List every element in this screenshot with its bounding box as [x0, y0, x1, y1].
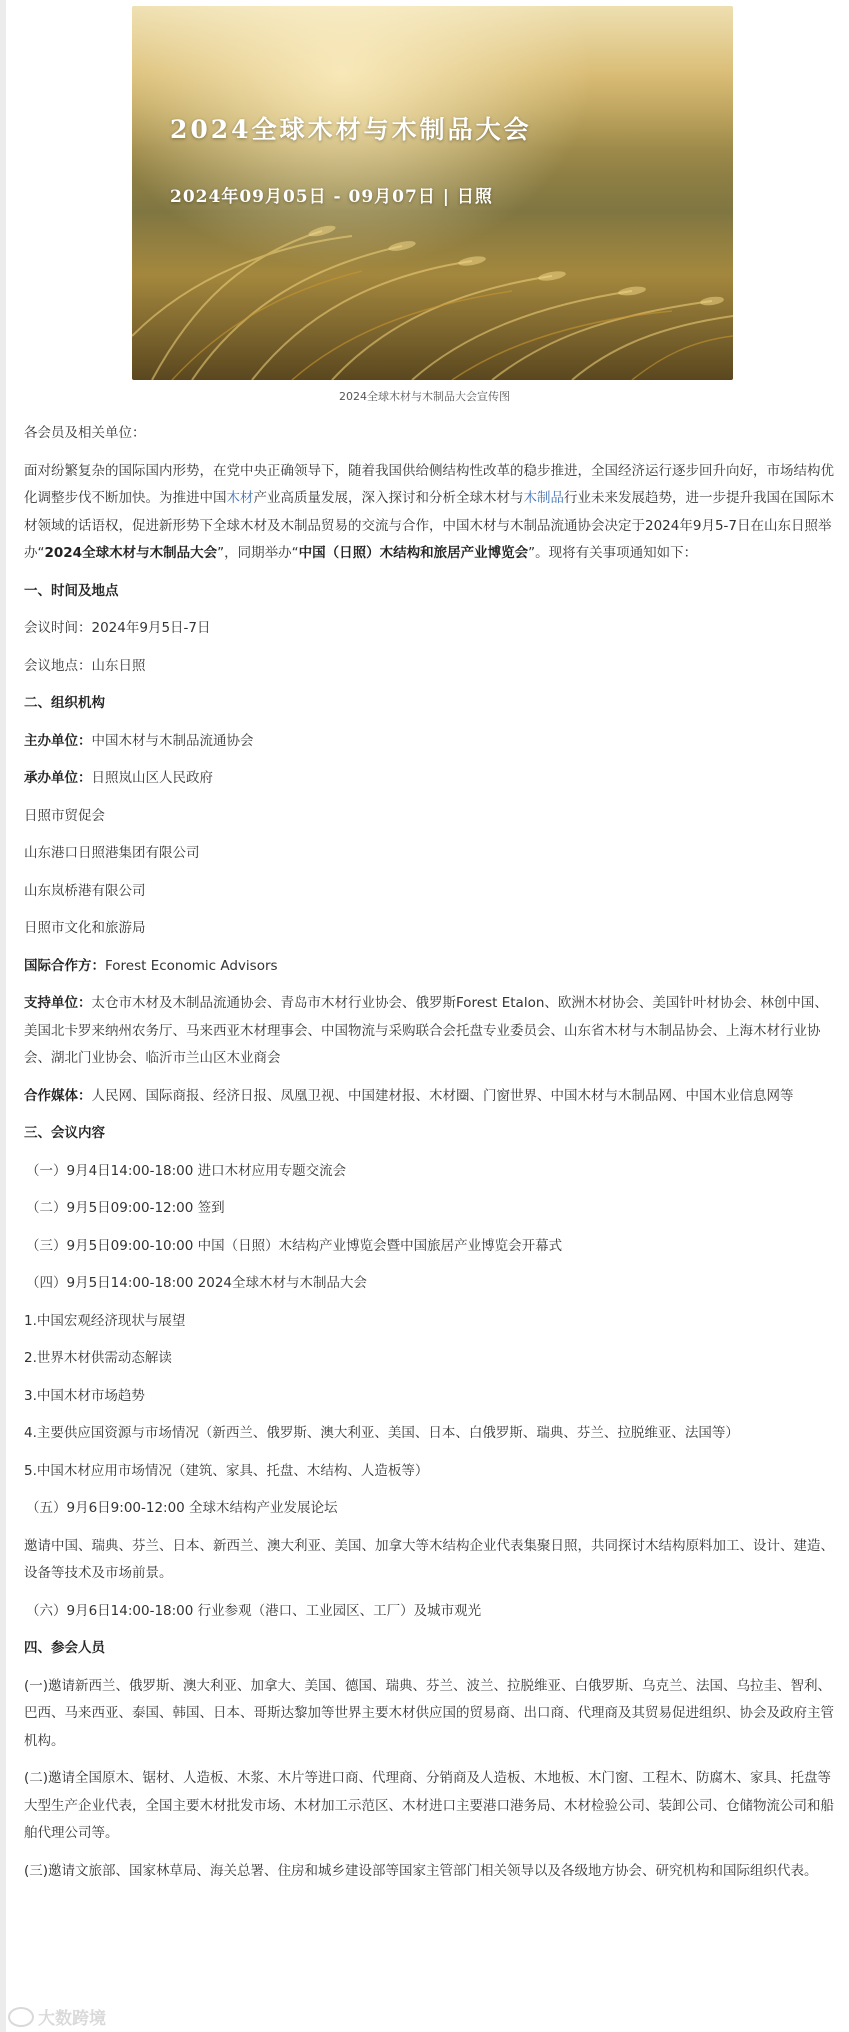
intro-text: ”，同期举办“ [217, 545, 299, 561]
organizer-label: 承办单位： [24, 770, 92, 786]
agenda-item: （一）9月4日14:00-18:00 进口木材应用专题交流会 [26, 1162, 347, 1179]
conference-banner-image [132, 6, 733, 380]
link-wood-products[interactable]: 木制品 [523, 490, 564, 506]
organizer-extra: 山东岚桥港有限公司 [24, 882, 146, 899]
intro-paragraph [24, 458, 836, 568]
agenda-topic: 5.中国木材应用市场情况（建筑、家具、托盘、木结构、人造板等） [24, 1462, 429, 1479]
organizer-extra: 日照市贸促会 [24, 807, 105, 824]
support-label: 支持单位： [24, 995, 92, 1011]
section-heading-attendees: 四、参会人员 [24, 1640, 105, 1656]
agenda-topic: 2.世界木材供需动态解读 [24, 1350, 172, 1366]
attendees-paragraph: (二)邀请全国原木、锯材、人造板、木浆、木片等进口商、代理商、分销商及人造板、木地板、木门窗、工程木、防腐木、家具、托盘等大型生产企业代表，全国主要木材批发市场、木材加工示范区、木材进口主要港口港务局、木材检验公司、装卸公司、仓储物流公司和船舶代理公司等。 [24, 1770, 834, 1841]
image-caption: 2024全球木材与木制品大会宣传图 [339, 390, 510, 403]
greeting: 各会员及相关单位： [24, 425, 146, 441]
agenda-topic: 4.主要供应国资源与市场情况（新西兰、俄罗斯、澳大利亚、美国、日本、白俄罗斯、瑞典、芬兰、拉脱维亚、法国等） [24, 1425, 739, 1441]
media-partners [24, 1083, 836, 1111]
support-value: 太仓市木材及木制品流通协会、青岛市木材行业协会、俄罗斯Forest Etalon、欧洲木材协会、美国针叶材协会、林创中国、美国北卡罗来纳州农务厅、马来西亚木材理事会、中国物流与采购联合会托盘专业委员会、山东省木材与木制品协会、上海木材行业协会、湖北门业协会、临沂市兰山区木业商会 [24, 995, 828, 1066]
organizer-extra: 日照市文化和旅游局 [24, 920, 146, 936]
intro-text: 行业未来发展趋势，进一步提升我国在国际木材领域的话语权，促进新形势下全球木材及木制品贸易的交流与合作，中国木材与木制品流通协会决定于2024年9月5-7日在山东日照举办“ [24, 490, 834, 561]
host-label: 主办单位： [24, 732, 92, 749]
agenda-item-description: 邀请中国、瑞典、芬兰、日本、新西兰、澳大利亚、美国、加拿大等木结构企业代表集聚日照，共同探讨木结构原料加工、设计、建造、设备等技术及市场前景。 [24, 1537, 834, 1581]
agenda-topic: 3.中国木材市场趋势 [24, 1387, 145, 1404]
meeting-place: 会议地点：山东日照 [24, 657, 146, 674]
intro-text: 产业高质量发展，深入探讨和分析全球木材与 [253, 490, 524, 506]
media-label: 合作媒体： [24, 1087, 92, 1104]
section-heading-agenda: 三、会议内容 [24, 1125, 105, 1141]
watermark-logo [8, 2004, 106, 2029]
attendees-paragraph: (三)邀请文旅部、国家林草局、海关总署、住房和城乡建设部等国家主管部门相关领导以及各级地方协会、研究机构和国际组织代表。 [24, 1862, 818, 1879]
organizer-value: 日照岚山区人民政府 [91, 770, 213, 786]
meeting-time: 会议时间：2024年9月5日-7日 [24, 620, 211, 636]
host-value: 中国木材与木制品流通协会 [91, 732, 254, 749]
expo-name: 中国（日照）木结构和旅居产业博览会 [298, 545, 529, 561]
intro-text: ”。现将有关事项通知如下： [528, 545, 698, 561]
agenda-item: （六）9月6日14:00-18:00 行业参观（港口、工业园区、工厂）及城市观光 [26, 1602, 482, 1619]
section-heading-organization: 二、组织机构 [24, 695, 105, 711]
section-heading-time-place: 一、时间及地点 [24, 582, 119, 599]
international-partner [24, 953, 836, 981]
left-border [0, 0, 6, 2032]
conference-name: 2024全球木材与木制品大会 [44, 545, 218, 561]
organizer-extra: 山东港口日照港集团有限公司 [24, 845, 200, 861]
watermark-icon [8, 2007, 34, 2027]
article-body [24, 420, 836, 1895]
media-value: 人民网、国际商报、经济日报、凤凰卫视、中国建材报、木材圈、门窗世界、中国木材与木制品网、中国木业信息网等 [91, 1087, 794, 1104]
host-unit [24, 728, 836, 756]
agenda-topic: 1.中国宏观经济现状与展望 [24, 1312, 186, 1329]
agenda-item: （三）9月5日09:00-10:00 中国（日照）木结构产业博览会暨中国旅居产业博览会开幕式 [26, 1237, 563, 1254]
agenda-item: （五）9月6日9:00-12:00 全球木结构产业发展论坛 [26, 1500, 338, 1516]
banner-date: 2024年09月05日 - 09月07日 | 日照 [170, 187, 493, 207]
organizer-unit [24, 765, 836, 793]
partner-label: 国际合作方： [24, 957, 105, 974]
banner-title: 2024全球木材与木制品大会 [170, 115, 532, 144]
support-units [24, 990, 836, 1073]
watermark-text: 大数跨境 [38, 2009, 106, 2029]
agenda-item: （四）9月5日14:00-18:00 2024全球木材与木制品大会 [26, 1275, 368, 1291]
link-wood[interactable]: 木材 [226, 490, 254, 506]
attendees-paragraph: (一)邀请新西兰、俄罗斯、澳大利亚、加拿大、美国、德国、瑞典、芬兰、波兰、拉脱维亚、白俄罗斯、乌克兰、法国、乌拉圭、智利、巴西、马来西亚、泰国、韩国、日本、哥斯达黎加等世界主要木材供应国的贸易商、出口商、代理商及其贸易促进组织、协会及政府主管机构。 [24, 1677, 834, 1749]
partner-value: Forest Economic Advisors [105, 957, 278, 974]
intro-text: 面对纷繁复杂的国际国内形势，在党中央正确领导下，随着我国供给侧结构性改革的稳步推进，全国经济运行逐步回升向好，市场结构优化调整步伐不断加快。为推进中国 [24, 462, 834, 506]
agenda-item: （二）9月5日09:00-12:00 签到 [26, 1200, 225, 1216]
